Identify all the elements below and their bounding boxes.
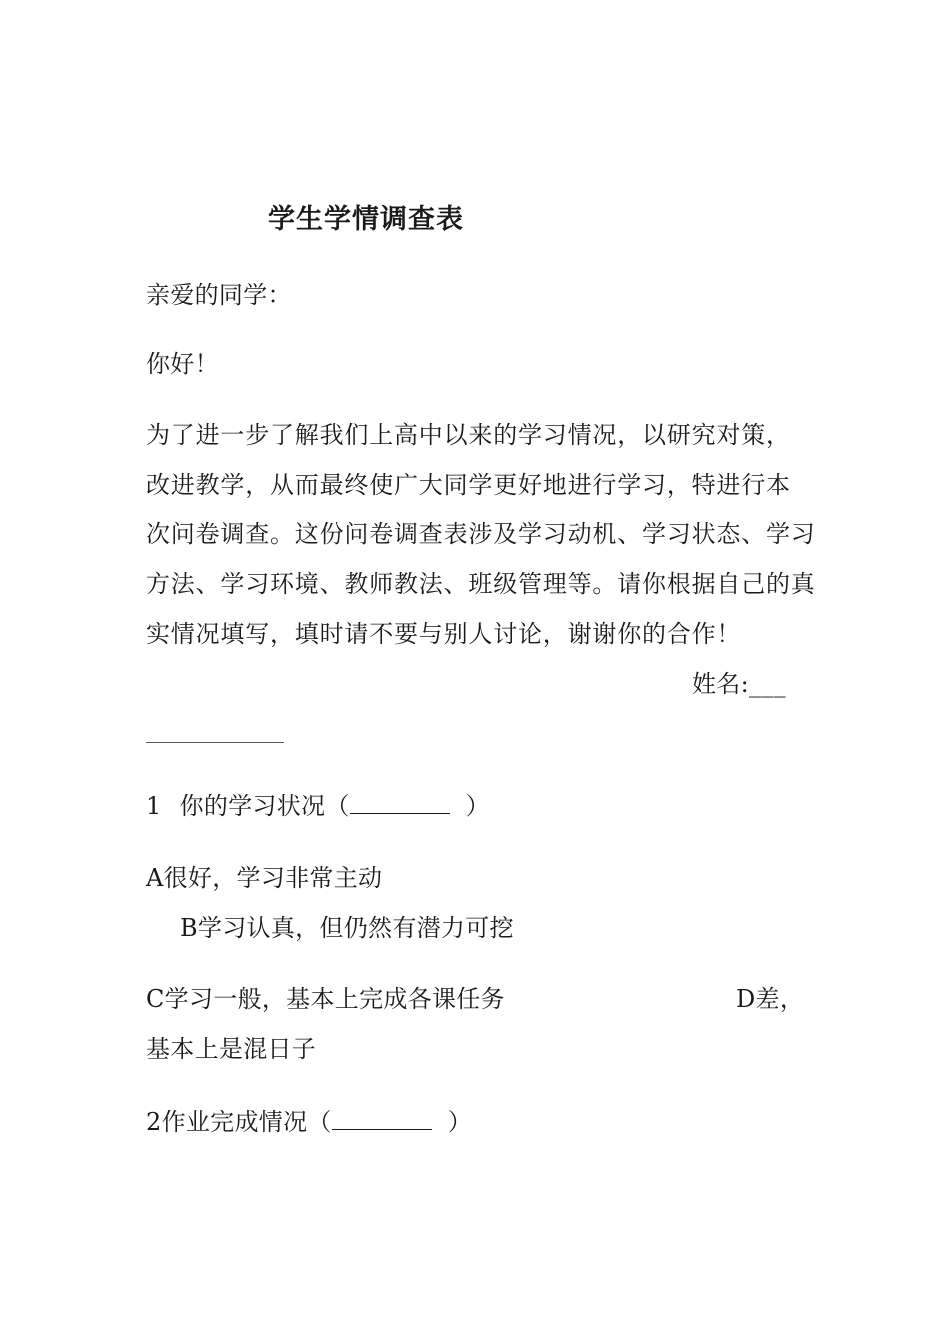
question-1-number: 1 [146, 792, 162, 820]
greeting: 亲爱的同学： [146, 281, 292, 309]
question-1-close: ） [465, 792, 490, 820]
intro-line-5: 实情况填写，填时请不要与别人讨论，谢谢你的合作！ [146, 620, 742, 648]
question-1-option-d-tail: 基本上是混日子 [146, 1035, 317, 1063]
question-1-option-d-head: D差， [736, 985, 805, 1013]
question-1-prompt: 你的学习状况（ [179, 792, 350, 820]
question-2 [146, 1107, 472, 1137]
intro-line-4: 方法、学习环境、教师教法、班级管理等。请你根据自己的真 [146, 570, 816, 598]
name-field-label[interactable]: 姓名:___ [692, 670, 786, 698]
question-1-option-a: A很好，学习非常主动 [146, 864, 383, 892]
intro-line-2: 改进教学，从而最终使广大同学更好地进行学习，特进行本 [146, 471, 791, 499]
question-1-answer-blank[interactable] [350, 793, 450, 814]
question-2-number: 2 [146, 1108, 162, 1136]
intro-line-3: 次问卷调查。这份问卷调查表涉及学习动机、学习状态、学习 [146, 520, 816, 548]
question-1-option-c: C学习一般，基本上完成各课任务 [146, 985, 505, 1013]
question-1-option-b: B学习认真，但仍然有潜力可挖 [180, 914, 514, 942]
name-field-underline[interactable] [146, 742, 284, 743]
question-2-prompt: 作业完成情况（ [161, 1108, 332, 1136]
question-1 [146, 791, 490, 821]
page-title: 学生学情调查表 [268, 204, 464, 235]
question-2-close: ） [447, 1108, 472, 1136]
hello-line: 你好！ [146, 350, 219, 378]
intro-line-1: 为了进一步了解我们上高中以来的学习情况，以研究对策， [146, 421, 791, 449]
question-2-answer-blank[interactable] [332, 1109, 432, 1130]
